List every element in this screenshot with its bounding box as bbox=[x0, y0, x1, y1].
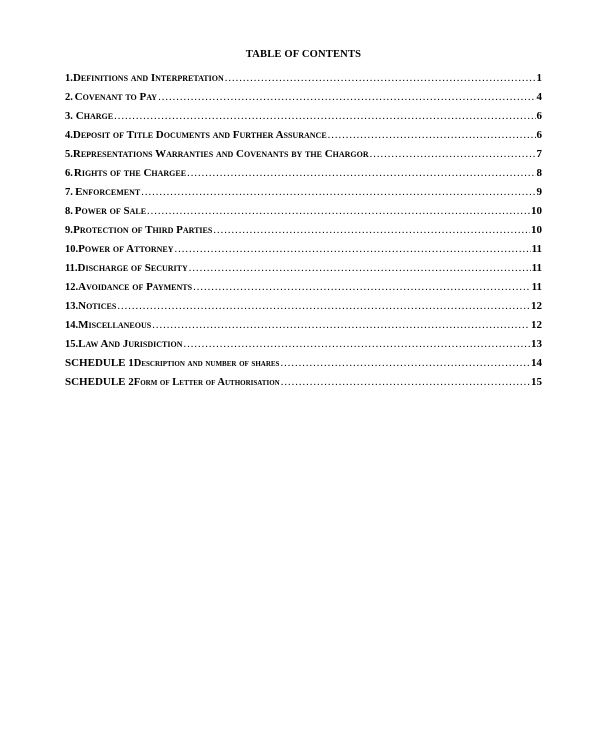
toc-entry-label: Charge bbox=[75, 110, 114, 122]
toc-entry[interactable] bbox=[65, 337, 542, 356]
toc-schedule-entry[interactable] bbox=[65, 375, 542, 394]
toc-entry-page: 6 bbox=[536, 129, 542, 141]
toc-entry-number: 9. bbox=[65, 225, 73, 236]
toc-entry-number: 5. bbox=[65, 149, 73, 160]
toc-entry-number: 4. bbox=[65, 130, 73, 141]
toc-entry-label: Deposit of Title Documents and Further Assurance bbox=[72, 129, 327, 141]
toc-entry[interactable] bbox=[65, 280, 542, 299]
toc-schedule-label: Form of Letter of Authorisation bbox=[133, 377, 280, 388]
toc-schedule-page: 15 bbox=[531, 376, 542, 388]
toc-dot-leader bbox=[370, 147, 536, 162]
toc-dot-leader bbox=[281, 375, 530, 390]
toc-entry[interactable] bbox=[65, 109, 542, 128]
toc-dot-leader bbox=[189, 261, 531, 276]
toc-schedule-page: 14 bbox=[531, 357, 542, 369]
toc-dot-leader bbox=[114, 109, 535, 124]
toc-dot-leader bbox=[213, 223, 530, 238]
toc-entry-label: Avoidance of Payments bbox=[78, 281, 193, 293]
toc-entry-label: Covenant to Pay bbox=[74, 91, 158, 103]
toc-entry-label: Miscellaneous bbox=[78, 319, 152, 331]
toc-dot-leader bbox=[225, 71, 536, 86]
toc-entry-label: Definitions and Interpretation bbox=[72, 72, 224, 84]
toc-entry-number: 10. bbox=[65, 244, 79, 255]
toc-dot-leader bbox=[193, 280, 531, 295]
toc-entry-page: 12 bbox=[531, 319, 542, 331]
toc-entry-page: 9 bbox=[536, 186, 542, 198]
toc-entry-page: 1 bbox=[536, 72, 542, 84]
toc-entry-page: 6 bbox=[536, 110, 542, 122]
toc-entry-number: 13. bbox=[65, 301, 79, 312]
toc-entry-page: 8 bbox=[536, 167, 542, 179]
toc-schedule-entry[interactable] bbox=[65, 356, 542, 375]
toc-entry-number: 1. bbox=[65, 73, 73, 84]
toc-entry-page: 13 bbox=[531, 338, 542, 350]
toc-entry-number: 15. bbox=[65, 339, 79, 350]
toc-entry[interactable] bbox=[65, 166, 542, 185]
toc-dot-leader bbox=[280, 356, 530, 371]
toc-entry-label: Power of Attorney bbox=[78, 243, 174, 255]
toc-entry-page: 11 bbox=[531, 262, 542, 274]
toc-entry[interactable] bbox=[65, 128, 542, 147]
toc-dot-leader bbox=[152, 318, 530, 333]
toc-schedule-number: SCHEDULE 1 bbox=[65, 357, 134, 369]
toc-dot-leader bbox=[141, 185, 535, 200]
toc-entry-page: 4 bbox=[536, 91, 542, 103]
toc-dot-leader bbox=[328, 128, 536, 143]
toc-dot-leader bbox=[175, 242, 531, 257]
toc-entry[interactable] bbox=[65, 71, 542, 90]
toc-schedule-number: SCHEDULE 2 bbox=[65, 376, 134, 388]
toc-entry-number: 2. bbox=[65, 92, 73, 103]
toc-dot-leader bbox=[158, 90, 535, 105]
toc-entry-label: Representations Warranties and Covenants by the Chargor bbox=[72, 148, 369, 160]
toc-entry-number: 14. bbox=[65, 320, 79, 331]
toc-entry-label: Law And Jurisdiction bbox=[78, 338, 183, 350]
toc-entry-page: 11 bbox=[531, 243, 542, 255]
toc-entry-label: Notices bbox=[78, 300, 117, 312]
toc-dot-leader bbox=[147, 204, 530, 219]
toc-entry[interactable] bbox=[65, 223, 542, 242]
toc-entry-number: 8. bbox=[65, 206, 73, 217]
toc-dot-leader bbox=[183, 337, 530, 352]
toc-entry-page: 12 bbox=[531, 300, 542, 312]
toc-entry-number: 3. bbox=[65, 111, 73, 122]
toc-dot-leader bbox=[117, 299, 530, 314]
toc-entry-page: 7 bbox=[536, 148, 542, 160]
toc-entry-label: Enforcement bbox=[75, 186, 141, 198]
toc-entry-page: 10 bbox=[531, 205, 542, 217]
toc-entry-page: 11 bbox=[531, 281, 542, 293]
toc-entry-label: Rights of the Chargee bbox=[73, 167, 187, 179]
toc-schedule-label: Description and number of shares bbox=[133, 358, 280, 369]
toc-entry[interactable] bbox=[65, 147, 542, 166]
toc-entry-label: Protection of Third Parties bbox=[73, 224, 213, 236]
toc-entry[interactable] bbox=[65, 242, 542, 261]
toc-entry-label: Power of Sale bbox=[74, 205, 147, 217]
toc-entry[interactable] bbox=[65, 90, 542, 109]
toc-entry[interactable] bbox=[65, 185, 542, 204]
toc-list bbox=[65, 71, 542, 394]
toc-entry-number: 6. bbox=[65, 168, 73, 179]
toc-entry-label: Discharge of Security bbox=[77, 262, 188, 274]
toc-entry-page: 10 bbox=[531, 224, 542, 236]
toc-entry[interactable] bbox=[65, 261, 542, 280]
toc-entry-number: 12. bbox=[65, 282, 79, 293]
toc-entry[interactable] bbox=[65, 204, 542, 223]
toc-entry[interactable] bbox=[65, 318, 542, 337]
toc-entry[interactable] bbox=[65, 299, 542, 318]
toc-entry-number: 11. bbox=[65, 263, 78, 274]
toc-entry-number: 7. bbox=[65, 187, 73, 198]
toc-dot-leader bbox=[187, 166, 535, 181]
toc-title: TABLE OF CONTENTS bbox=[245, 49, 362, 60]
